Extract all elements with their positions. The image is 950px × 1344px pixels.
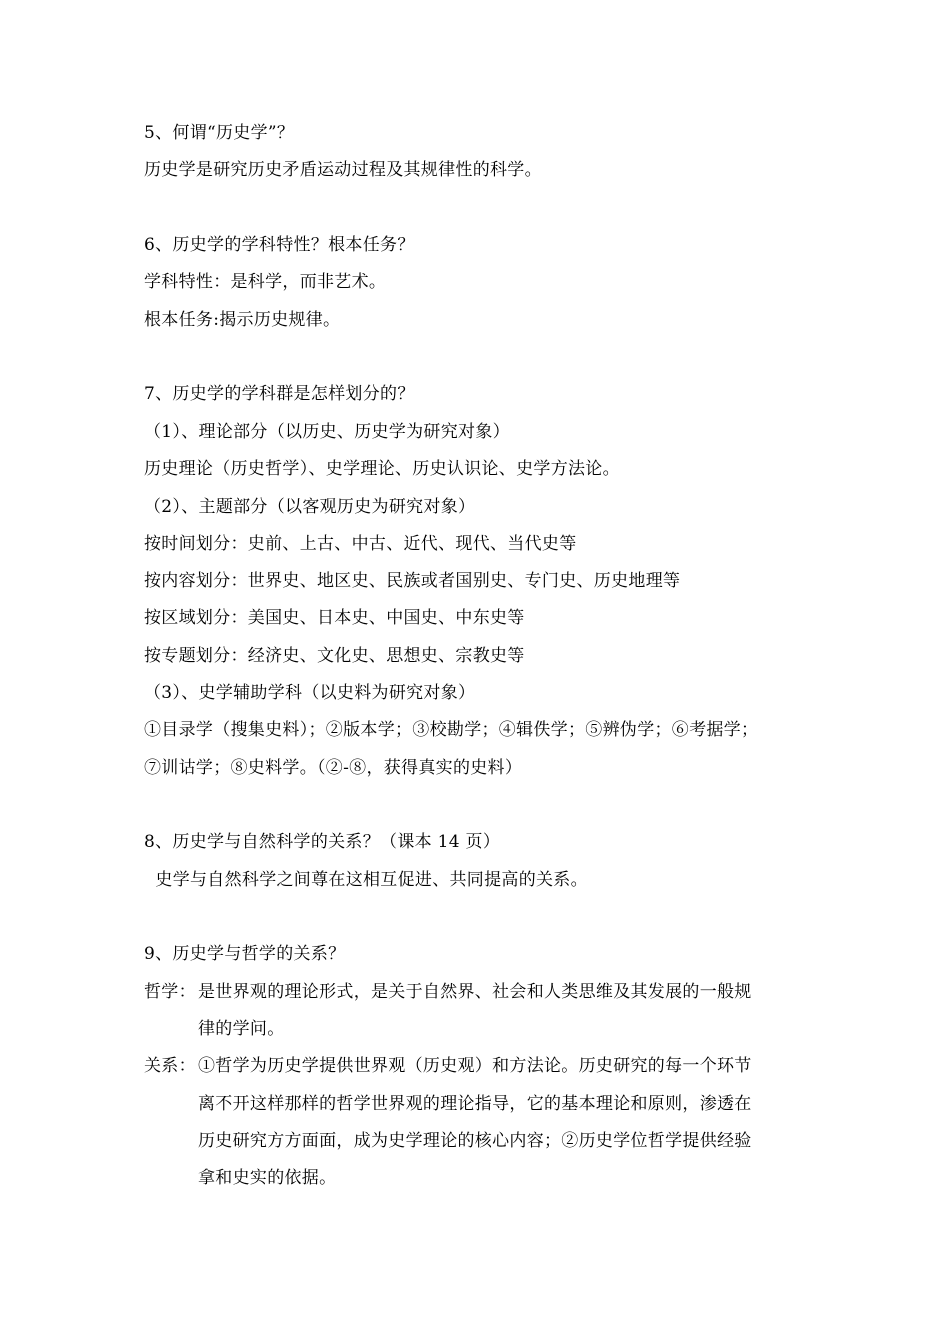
relation-line-2: 离不开这样那样的哲学世界观的理论指导，它的基本理论和原则，渗透在 bbox=[198, 1094, 752, 1114]
answer-7-line-4: 按时间划分：史前、上古、中古、近代、现代、当代史等 bbox=[144, 534, 577, 554]
relation-label-text: 关系： bbox=[144, 1056, 196, 1076]
question-5: 5、何谓“历史学”？ bbox=[144, 123, 295, 143]
answer-7-line-10: ⑦训诂学；⑧史料学。（②-⑧，获得真实的史料） bbox=[144, 758, 523, 778]
relation-line-4: 拿和史实的依据。 bbox=[198, 1168, 337, 1188]
answer-6-line-2: 根本任务:揭示历史规律。 bbox=[144, 310, 341, 330]
relation-line-1: ①哲学为历史学提供世界观（历史观）和方法论。历史研究的每一个环节 bbox=[198, 1056, 752, 1076]
philosophy-label-text: 哲学： bbox=[144, 982, 196, 1002]
answer-7-line-2: 历史理论（历史哲学）、史学理论、历史认识论、史学方法论。 bbox=[144, 459, 620, 479]
philosophy-line-1: 是世界观的理论形式，是关于自然界、社会和人类思维及其发展的一般规 bbox=[198, 982, 752, 1002]
answer-5-line-1: 历史学是研究历史矛盾运动过程及其规律性的科学。 bbox=[144, 160, 542, 180]
answer-7-line-1: （1）、理论部分（以历史、历史学为研究对象） bbox=[144, 422, 510, 442]
question-9: 9、历史学与哲学的关系？ bbox=[144, 944, 346, 964]
answer-7-line-3: （2）、主题部分（以客观历史为研究对象） bbox=[144, 497, 476, 517]
answer-7-line-7: 按专题划分：经济史、文化史、思想史、宗教史等 bbox=[144, 646, 525, 666]
question-8: 8、历史学与自然科学的关系？（课本 14 页） bbox=[144, 832, 501, 852]
philosophy-line-2: 律的学问。 bbox=[198, 1019, 285, 1039]
answer-6-line-1: 学科特性：是科学，而非艺术。 bbox=[144, 272, 387, 292]
answer-7-line-5: 按内容划分：世界史、地区史、民族或者国别史、专门史、历史地理等 bbox=[144, 571, 681, 591]
answer-7-line-9: ①目录学（搜集史料）；②版本学；③校勘学；④辑佚学；⑤辨伪学；⑥考据学； bbox=[144, 720, 759, 740]
answer-8-line-1: 史学与自然科学之间尊在这相互促进、共同提高的关系。 bbox=[144, 870, 588, 890]
question-7: 7、历史学的学科群是怎样划分的？ bbox=[144, 384, 415, 404]
relation-line-3: 历史研究方方面面，成为史学理论的核心内容；②历史学位哲学提供经验 bbox=[198, 1131, 752, 1151]
answer-7-line-6: 按区域划分：美国史、日本史、中国史、中东史等 bbox=[144, 608, 525, 628]
question-6: 6、历史学的学科特性？根本任务？ bbox=[144, 235, 415, 255]
answer-7-line-8: （3）、史学辅助学科（以史料为研究对象） bbox=[144, 683, 476, 703]
